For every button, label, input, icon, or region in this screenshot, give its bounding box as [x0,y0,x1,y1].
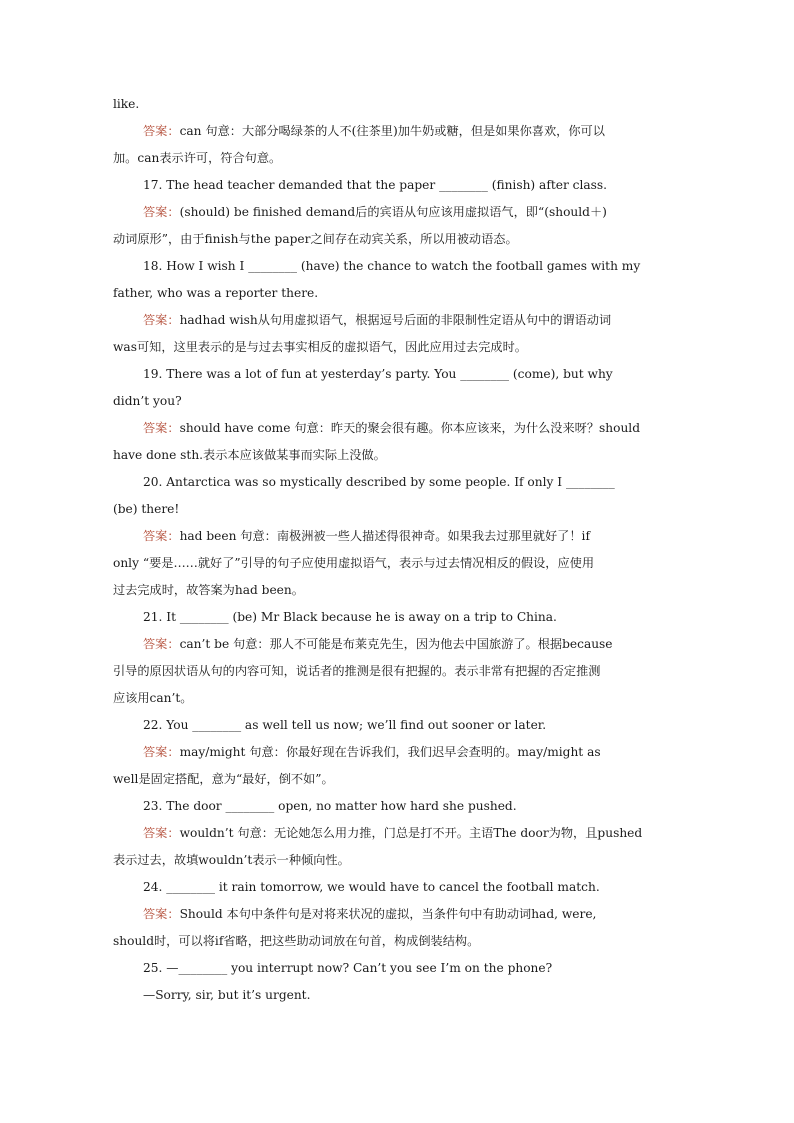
answer-label: 答案： [143,826,180,840]
answer-line [113,199,681,226]
answer-label: 答案： [143,637,180,651]
answer-text: Should 本句中条件句是对将来状况的虚拟，当条件句中有助动词had, were, [179,907,597,921]
continuation-line: only “要是……就好了”引导的句子应使用虚拟语气，表示与过去情况相反的假设，应使用 [113,556,595,570]
answer-text: should have come 句意：昨天的聚会很有趣。你本应该来，为什么没来呀？should [179,421,640,435]
answer-text: can 句意：大部分喝绿茶的人不(往茶里)加牛奶或糖，但是如果你喜欢，你可以 [179,124,605,138]
answer-text: had been 句意：南极洲被一些人描述得很神奇。如果我去过那里就好了！if [179,529,590,543]
continuation-line: father, who was a reporter there. [113,286,319,300]
continuation-line: 加。can表示许可，符合句意。 [113,151,282,165]
answer-label: 答案： [143,205,180,219]
continuation-line: 引导的原因状语从句的内容可知，说话者的推测是很有把握的。表示非常有把握的否定推测 [113,664,601,678]
continuation-line: 动词原形”，由于finish与the paper之间存在动宾关系，所以用被动语态。 [113,232,518,246]
answer-label: 答案： [143,529,180,543]
question-line: 24. ________ it rain tomorrow, we would have to cancel the football match. [143,880,600,894]
answer-label: 答案： [143,421,180,435]
question-line: 17. The head teacher demanded that the paper ________ (finish) after class. [143,178,608,192]
question-line: 23. The door ________ open, no matter how hard she pushed. [143,799,517,813]
answer-line [113,739,681,766]
answer-line [113,631,681,658]
question-line: 20. Antarctica was so mystically described by some people. If only I ________ [143,475,615,489]
answer-text: wouldn’t 句意：无论她怎么用力推，门总是打不开。主语The door为物，且pushed [179,826,643,840]
answer-key-content [113,91,681,1009]
answer-text: (should) be finished demand后的宾语从句应该用虚拟语气，即“(should＋) [179,205,607,219]
answer-label: 答案： [143,745,180,759]
continuation-line: 表示过去，故填wouldn’t表示一种倾向性。 [113,853,350,867]
answer-text: can’t be 句意：那人不可能是布莱克先生，因为他去中国旅游了。根据because [179,637,613,651]
continuation-line: was可知，这里表示的是与过去事实相反的虚拟语气，因此应用过去完成时。 [113,340,527,354]
answer-label: 答案： [143,907,180,921]
question-line: —Sorry, sir, but it’s urgent. [143,988,311,1002]
answer-line [113,118,681,145]
continuation-line: well是固定搭配，意为“最好，倒不如”。 [113,772,334,786]
answer-text: may/might 句意：你最好现在告诉我们，我们迟早会查明的。may/might as [179,745,601,759]
answer-label: 答案： [143,124,180,138]
answer-line [113,415,681,442]
answer-line [113,523,681,550]
answer-text: hadhad wish从句用虚拟语气，根据逗号后面的非限制性定语从句中的谓语动词 [179,313,612,327]
question-line: 19. There was a lot of fun at yesterday’s party. You ________ (come), but why [143,367,613,381]
question-line: 25. —________ you interrupt now? Can’t you see I’m on the phone? [143,961,553,975]
answer-line [113,307,681,334]
answer-label: 答案： [143,313,180,327]
question-line: 21. It ________ (be) Mr Black because he is away on a trip to China. [143,610,557,624]
answer-line [113,820,681,847]
continuation-line: (be) there! [113,502,180,516]
question-line: 22. You ________ as well tell us now; we’ll find out sooner or later. [143,718,547,732]
continuation-line: have done sth.表示本应该做某事而实际上没做。 [113,448,386,462]
continuation-line: 过去完成时，故答案为had been。 [113,583,304,597]
continuation-line: like. [113,97,140,111]
continuation-line: should时，可以将if省略，把这些助动词放在句首，构成倒装结构。 [113,934,480,948]
answer-line [113,901,681,928]
continuation-line: 应该用can’t。 [113,691,193,705]
question-line: 18. How I wish I ________ (have) the chance to watch the football games with my [143,259,641,273]
continuation-line: didn’t you? [113,394,182,408]
